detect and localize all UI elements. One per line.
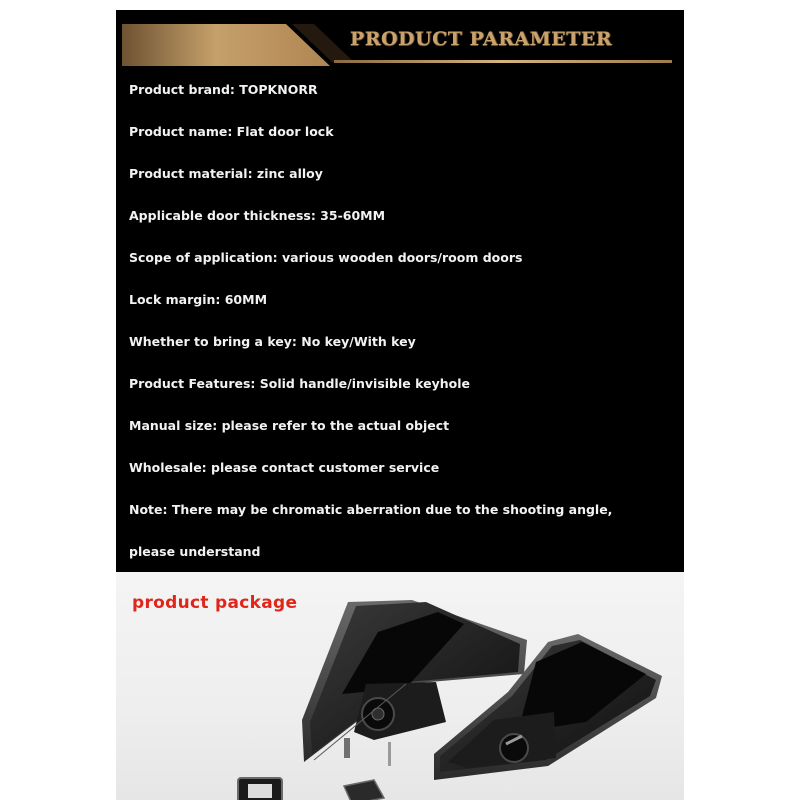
product-package-label: product package bbox=[132, 593, 298, 613]
strike-plates bbox=[238, 778, 384, 800]
spec-item: Manual size: please refer to the actual object bbox=[129, 418, 450, 433]
parameter-banner bbox=[116, 10, 684, 70]
spec-list bbox=[129, 80, 679, 584]
product-detail-sheet bbox=[116, 0, 684, 800]
spec-item: Product name: Flat door lock bbox=[129, 124, 334, 139]
product-parameter-section bbox=[116, 10, 684, 572]
spec-item: Note: There may be chromatic aberration due to the shooting angle, bbox=[129, 502, 613, 517]
spec-item: Product brand: TOPKNORR bbox=[129, 82, 318, 97]
spec-item: Product material: zinc alloy bbox=[129, 166, 323, 181]
spec-item: Product Features: Solid handle/invisible keyhole bbox=[129, 376, 470, 391]
spec-item: please understand bbox=[129, 544, 261, 559]
spec-item: Wholesale: please contact customer service bbox=[129, 460, 440, 475]
spec-item: Whether to bring a key: No key/With key bbox=[129, 334, 416, 349]
spec-item: Applicable door thickness: 35-60MM bbox=[129, 208, 386, 223]
spec-item: Scope of application: various wooden doors/room doors bbox=[129, 250, 523, 265]
product-package-section bbox=[116, 572, 684, 800]
banner-title: PRODUCT PARAMETER bbox=[349, 28, 613, 50]
spec-item: Lock margin: 60MM bbox=[129, 292, 268, 307]
